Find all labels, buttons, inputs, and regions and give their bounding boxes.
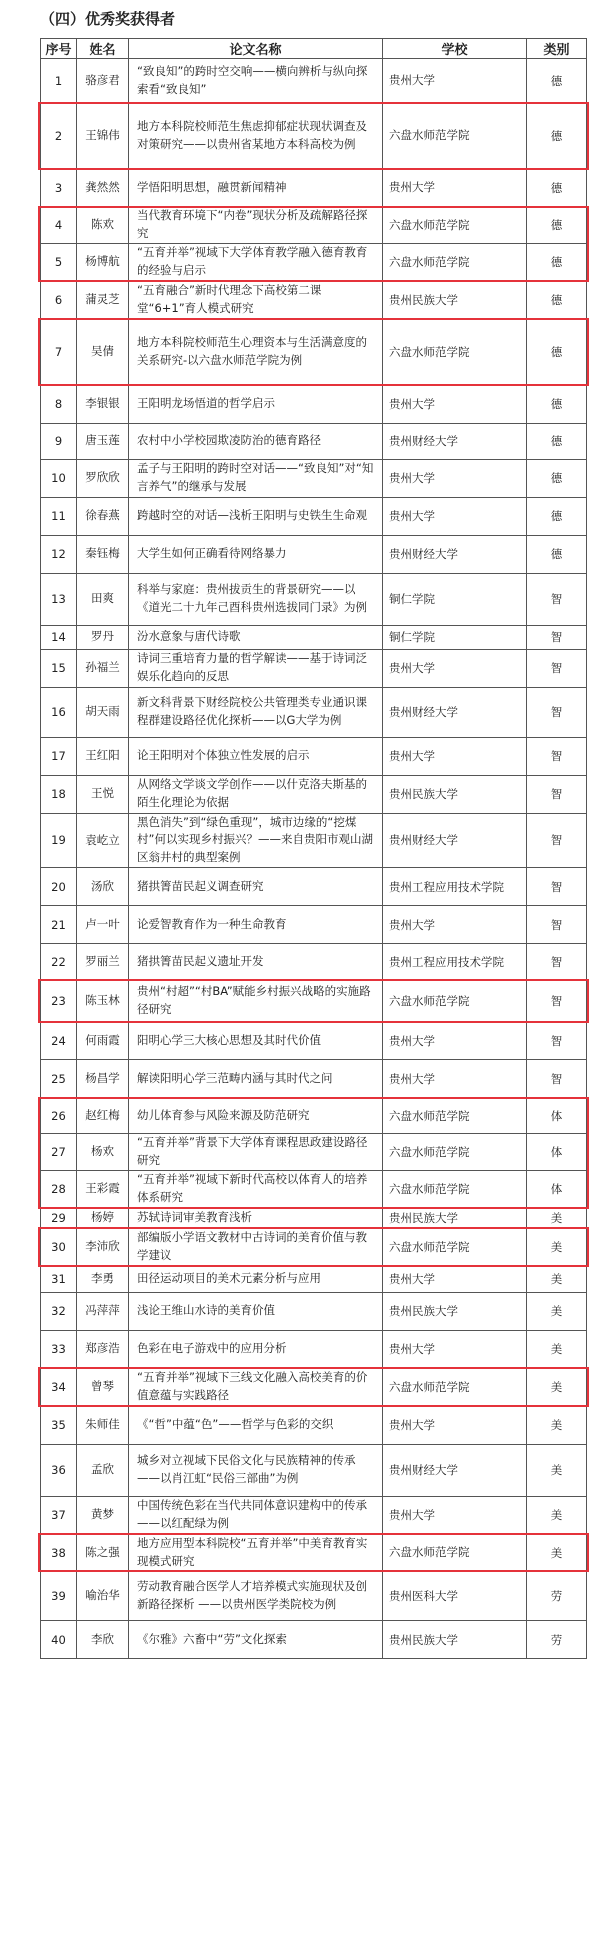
table-row [41,1292,587,1330]
category: 美 [527,1208,587,1228]
school-name: 六盘水师范学院 [383,207,527,244]
section-title: （四）优秀奖获得者 [40,10,176,28]
category: 德 [527,535,587,573]
row-number: 14 [41,625,77,649]
paper-title: “五育融合”新时代理念下高校第二课堂“6+1”育人模式研究 [129,281,383,319]
student-name: 朱师佳 [77,1406,129,1444]
table-row [41,459,587,497]
table-row [41,1368,587,1406]
row-number: 31 [41,1266,77,1292]
school-name: 六盘水师范学院 [383,243,527,281]
row-number: 8 [41,385,77,423]
paper-title: 城乡对立视域下民俗文化与民族精神的传承——以肖江虹“民俗三部曲”为例 [129,1444,383,1496]
paper-title: 猪拱箐苗民起义遗址开发 [129,944,383,980]
student-name: 李银银 [77,385,129,423]
category: 德 [527,281,587,319]
row-number: 35 [41,1406,77,1444]
row-number: 25 [41,1060,77,1098]
row-number: 9 [41,423,77,459]
paper-title: 部编版小学语文教材中古诗词的美育价值与教学建议 [129,1228,383,1266]
header-name: 姓名 [77,39,129,59]
student-name: 李沛欣 [77,1228,129,1266]
table-row [41,649,587,687]
school-name: 六盘水师范学院 [383,1170,527,1208]
category: 智 [527,625,587,649]
school-name: 贵州民族大学 [383,281,527,319]
category: 美 [527,1534,587,1571]
student-name: 冯萍萍 [77,1292,129,1330]
table-row [41,1534,587,1571]
school-name: 贵州大学 [383,1496,527,1534]
category: 智 [527,944,587,980]
category: 劳 [527,1621,587,1659]
student-name: 王彩霞 [77,1170,129,1208]
row-number: 16 [41,687,77,737]
table-row [41,1266,587,1292]
school-name: 贵州民族大学 [383,1621,527,1659]
school-name: 贵州财经大学 [383,687,527,737]
school-name: 贵州大学 [383,385,527,423]
school-name: 贵州财经大学 [383,535,527,573]
category: 德 [527,59,587,103]
table-row [41,1098,587,1134]
school-name: 六盘水师范学院 [383,1134,527,1171]
school-name: 贵州大学 [383,1266,527,1292]
school-name: 六盘水师范学院 [383,980,527,1022]
category: 德 [527,207,587,244]
category: 美 [527,1228,587,1266]
school-name: 贵州大学 [383,737,527,775]
school-name: 贵州民族大学 [383,1208,527,1228]
table-row [41,1170,587,1208]
row-number: 37 [41,1496,77,1534]
student-name: 田爽 [77,573,129,625]
table-row [41,813,587,867]
paper-title: 黑色消失”到“绿色重现”，城市边缘的“挖煤村”何以实现乡村振兴？——来自贵阳市观山湖区翁井村的典型案例 [129,813,383,867]
student-name: 唐玉莲 [77,423,129,459]
table-row [41,535,587,573]
school-name: 六盘水师范学院 [383,1228,527,1266]
school-name: 贵州大学 [383,649,527,687]
category: 智 [527,1022,587,1060]
row-number: 21 [41,906,77,944]
category: 美 [527,1368,587,1406]
student-name: 杨欢 [77,1134,129,1171]
table-row [41,573,587,625]
category: 德 [527,169,587,207]
school-name: 贵州大学 [383,169,527,207]
student-name: 秦钰梅 [77,535,129,573]
paper-title: 从网络文学谈文学创作——以什克洛夫斯基的陌生化理论为依据 [129,775,383,813]
table-row [41,775,587,813]
student-name: 罗欣欣 [77,459,129,497]
header-paper-title: 论文名称 [129,39,383,59]
paper-title: 苏轼诗词审美教育浅析 [129,1208,383,1228]
student-name: 李欣 [77,1621,129,1659]
row-number: 2 [41,103,77,169]
table-row [41,497,587,535]
paper-title: 阳明心学三大核心思想及其时代价值 [129,1022,383,1060]
school-name: 贵州大学 [383,497,527,535]
student-name: 李勇 [77,1266,129,1292]
table-row [41,944,587,980]
paper-title: 新文科背景下财经院校公共管理类专业通识课程群建设路径优化探析——以G大学为例 [129,687,383,737]
student-name: 赵红梅 [77,1098,129,1134]
student-name: 王锦伟 [77,103,129,169]
student-name: 罗丽兰 [77,944,129,980]
row-number: 33 [41,1330,77,1368]
table-row [41,319,587,385]
category: 德 [527,423,587,459]
school-name: 贵州大学 [383,906,527,944]
row-number: 30 [41,1228,77,1266]
table-row [41,980,587,1022]
student-name: 郑彦浩 [77,1330,129,1368]
student-name: 陈欢 [77,207,129,244]
row-number: 3 [41,169,77,207]
student-name: 孟欣 [77,1444,129,1496]
table-header-row [41,39,587,59]
table-row [41,1208,587,1228]
student-name: 汤欣 [77,868,129,906]
table-row [41,169,587,207]
student-name: 罗丹 [77,625,129,649]
header-school: 学校 [383,39,527,59]
table-row [41,687,587,737]
category: 智 [527,980,587,1022]
row-number: 19 [41,813,77,867]
school-name: 六盘水师范学院 [383,1098,527,1134]
row-number: 32 [41,1292,77,1330]
table-row [41,906,587,944]
paper-title: 学悟阳明思想，融贯新闻精神 [129,169,383,207]
paper-title: 地方本科院校师范生焦虑抑郁症状现状调查及对策研究——以贵州省某地方本科高校为例 [129,103,383,169]
school-name: 贵州财经大学 [383,423,527,459]
paper-title: 浅论王维山水诗的美育价值 [129,1292,383,1330]
school-name: 铜仁学院 [383,573,527,625]
school-name: 贵州民族大学 [383,775,527,813]
school-name: 贵州财经大学 [383,813,527,867]
paper-title: “五育并举”视域下三线文化融入高校美育的价值意蕴与实践路径 [129,1368,383,1406]
student-name: 吴倩 [77,319,129,385]
paper-title: 中国传统色彩在当代共同体意识建构中的传承——以红配绿为例 [129,1496,383,1534]
table-row [41,423,587,459]
row-number: 4 [41,207,77,244]
row-number: 11 [41,497,77,535]
school-name: 六盘水师范学院 [383,1368,527,1406]
table-row [41,1228,587,1266]
category: 体 [527,1170,587,1208]
student-name: 蒲灵芝 [77,281,129,319]
paper-title: 论爱智教育作为一种生命教育 [129,906,383,944]
table-row [41,868,587,906]
school-name: 贵州大学 [383,59,527,103]
paper-title: 农村中小学校园欺凌防治的德育路径 [129,423,383,459]
paper-title: “五育并举”视域下大学体育教学融入德育教育的经验与启示 [129,243,383,281]
paper-title: 解读阳明心学三范畴内涵与其时代之问 [129,1060,383,1098]
category: 美 [527,1292,587,1330]
table-row [41,1621,587,1659]
school-name: 贵州大学 [383,1060,527,1098]
school-name: 贵州工程应用技术学院 [383,944,527,980]
category: 智 [527,573,587,625]
school-name: 贵州工程应用技术学院 [383,868,527,906]
row-number: 1 [41,59,77,103]
category: 美 [527,1444,587,1496]
paper-title: “致良知”的跨时空交响——横向辨析与纵向探索看“致良知” [129,59,383,103]
header-number: 序号 [41,39,77,59]
row-number: 18 [41,775,77,813]
school-name: 贵州医科大学 [383,1571,527,1621]
row-number: 12 [41,535,77,573]
paper-title: 田径运动项目的美术元素分析与应用 [129,1266,383,1292]
paper-title: 王阳明龙场悟道的哲学启示 [129,385,383,423]
student-name: 杨博航 [77,243,129,281]
category: 智 [527,687,587,737]
paper-title: 贵州“村超”“村BA”赋能乡村振兴战略的实施路径研究 [129,980,383,1022]
table-row [41,1330,587,1368]
school-name: 贵州财经大学 [383,1444,527,1496]
row-number: 7 [41,319,77,385]
table-row [41,625,587,649]
paper-title: 科举与家庭：贵州拔贡生的背景研究——以《道光二十九年己酉科贵州选拔同门录》为例 [129,573,383,625]
table-row [41,1571,587,1621]
category: 德 [527,103,587,169]
table-row [41,59,587,103]
paper-title: 论王阳明对个体独立性发展的启示 [129,737,383,775]
paper-title: 大学生如何正确看待网络暴力 [129,535,383,573]
school-name: 贵州大学 [383,459,527,497]
header-category: 类别 [527,39,587,59]
category: 智 [527,737,587,775]
paper-title: 《尔雅》六畜中“劳”文化探索 [129,1621,383,1659]
student-name: 喻治华 [77,1571,129,1621]
student-name: 曾琴 [77,1368,129,1406]
student-name: 杨婷 [77,1208,129,1228]
paper-title: 跨越时空的对话—浅析王阳明与史铁生生命观 [129,497,383,535]
category: 美 [527,1496,587,1534]
paper-title: 地方应用型本科院校“五育并举”中美育教育实现模式研究 [129,1534,383,1571]
row-number: 39 [41,1571,77,1621]
student-name: 卢一叶 [77,906,129,944]
awards-table [40,38,587,1659]
category: 美 [527,1266,587,1292]
paper-title: 诗词三重培育力量的哲学解读——基于诗词泛娱乐化趋向的反思 [129,649,383,687]
paper-title: 《“哲”中蕴“色”——哲学与色彩的交织 [129,1406,383,1444]
category: 德 [527,497,587,535]
student-name: 骆彦君 [77,59,129,103]
category: 智 [527,813,587,867]
student-name: 袁屹立 [77,813,129,867]
paper-title: 当代教育环境下“内卷”现状分析及疏解路径探究 [129,207,383,244]
category: 体 [527,1134,587,1171]
row-number: 10 [41,459,77,497]
student-name: 孙福兰 [77,649,129,687]
student-name: 王红阳 [77,737,129,775]
school-name: 贵州大学 [383,1022,527,1060]
category: 智 [527,649,587,687]
paper-title: “五育并举”背景下大学体育课程思政建设路径研究 [129,1134,383,1171]
category: 智 [527,1060,587,1098]
school-name: 铜仁学院 [383,625,527,649]
student-name: 黄梦 [77,1496,129,1534]
table-row [41,385,587,423]
student-name: 胡天雨 [77,687,129,737]
student-name: 陈玉林 [77,980,129,1022]
table-row [41,1406,587,1444]
category: 德 [527,243,587,281]
student-name: 何雨霞 [77,1022,129,1060]
school-name: 贵州大学 [383,1330,527,1368]
row-number: 40 [41,1621,77,1659]
school-name: 六盘水师范学院 [383,319,527,385]
student-name: 徐春燕 [77,497,129,535]
table-row [41,1134,587,1171]
category: 德 [527,319,587,385]
school-name: 六盘水师范学院 [383,1534,527,1571]
row-number: 26 [41,1098,77,1134]
category: 美 [527,1406,587,1444]
paper-title: 猪拱箐苗民起义调查研究 [129,868,383,906]
paper-title: 劳动教育融合医学人才培养模式实施现状及创新路径探析 ——以贵州医学类院校为例 [129,1571,383,1621]
table-row [41,1060,587,1098]
student-name: 王悦 [77,775,129,813]
student-name: 陈之强 [77,1534,129,1571]
paper-title: 孟子与王阳明的跨时空对话——“致良知”对“知言养气”的继承与发展 [129,459,383,497]
row-number: 6 [41,281,77,319]
row-number: 23 [41,980,77,1022]
row-number: 36 [41,1444,77,1496]
category: 劳 [527,1571,587,1621]
category: 智 [527,868,587,906]
paper-title: 地方本科院校师范生心理资本与生活满意度的关系研究-以六盘水师范学院为例 [129,319,383,385]
school-name: 贵州大学 [383,1406,527,1444]
table-row [41,103,587,169]
row-number: 34 [41,1368,77,1406]
table-row [41,1444,587,1496]
table-row [41,243,587,281]
table-row [41,1496,587,1534]
student-name: 龚然然 [77,169,129,207]
category: 智 [527,906,587,944]
table-row [41,1022,587,1060]
row-number: 15 [41,649,77,687]
row-number: 13 [41,573,77,625]
row-number: 5 [41,243,77,281]
school-name: 贵州民族大学 [383,1292,527,1330]
paper-title: 幼儿体育参与风险来源及防范研究 [129,1098,383,1134]
row-number: 27 [41,1134,77,1171]
row-number: 22 [41,944,77,980]
table-row [41,737,587,775]
table-row [41,281,587,319]
school-name: 六盘水师范学院 [383,103,527,169]
paper-title: 色彩在电子游戏中的应用分析 [129,1330,383,1368]
row-number: 20 [41,868,77,906]
category: 智 [527,775,587,813]
paper-title: “五育并举”视域下新时代高校以体育人的培养体系研究 [129,1170,383,1208]
paper-title: 汾水意象与唐代诗歌 [129,625,383,649]
row-number: 28 [41,1170,77,1208]
student-name: 杨昌学 [77,1060,129,1098]
category: 美 [527,1330,587,1368]
row-number: 17 [41,737,77,775]
category: 体 [527,1098,587,1134]
row-number: 29 [41,1208,77,1228]
category: 德 [527,459,587,497]
row-number: 38 [41,1534,77,1571]
table-row [41,207,587,244]
row-number: 24 [41,1022,77,1060]
category: 德 [527,385,587,423]
